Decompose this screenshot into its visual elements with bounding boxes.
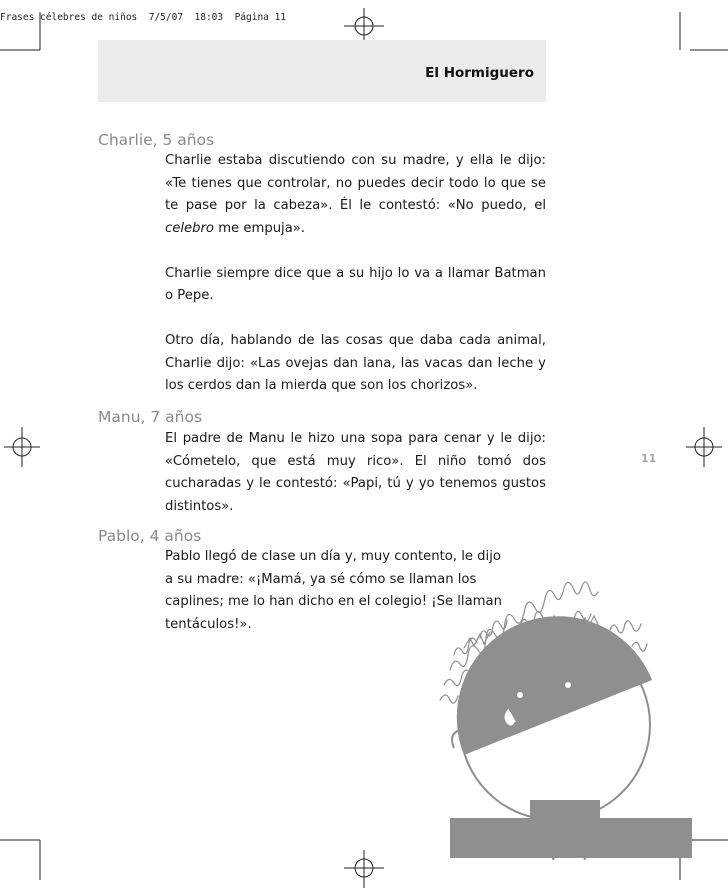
slug-date: 7/5/07 [148, 12, 184, 23]
header-band [98, 40, 546, 102]
entry-name-pablo: Pablo, 4 años [98, 527, 202, 545]
quote-paragraph: Otro día, hablando de las cosas que daba cada animal, Charlie dijo: «Las ovejas dan lana, las vacas dan leche y los cerdos dan la mierda que son los chorizos». [165, 333, 546, 393]
section-title: El Hormiguero [425, 65, 534, 81]
slug-page: Página 11 [234, 12, 287, 23]
print-slug [0, 12, 286, 23]
registration-mark-right [686, 427, 722, 467]
page-number: 11 [641, 452, 657, 465]
quote-text: Charlie estaba discutiendo con su madre, y ella le dijo: «Te tienes que controlar, no puedes decir todo lo que se te pase por la cabeza». Él le contestó: «No puedo, el [165, 153, 546, 213]
quote-paragraph: Charlie siempre dice que a su hijo lo va a llamar Batman o Pepe. [165, 265, 546, 303]
child-illustration [420, 560, 710, 860]
entry-text-charlie [165, 150, 546, 398]
quote-paragraph: Pablo llegó de clase un día y, muy contento, le dijo a su madre: «¡Mamá, ya sé cómo se llaman los caplines; me lo han dicho en el colegio! ¡Se llaman tentáculos!». [165, 549, 502, 632]
entry-name-charlie: Charlie, 5 años [98, 131, 215, 149]
quote-text: me empuja». [214, 220, 306, 236]
slug-time: 18:03 [194, 12, 224, 23]
registration-mark-bottom [344, 850, 384, 888]
quote-paragraph [165, 150, 546, 240]
registration-mark-left [4, 427, 40, 467]
entry-text-manu [165, 428, 546, 518]
quote-paragraph: El padre de Manu le hizo una sopa para cenar y le dijo: «Cómetelo, que está muy rico». El niño tomó dos cucharadas y le contestó: «Papi, tú y yo tenemos gustos distintos». [165, 431, 546, 514]
quote-emphasis: celebro [165, 220, 215, 236]
entry-name-manu: Manu, 7 años [98, 408, 203, 426]
slug-file: Frases célebres de niños [0, 12, 138, 23]
